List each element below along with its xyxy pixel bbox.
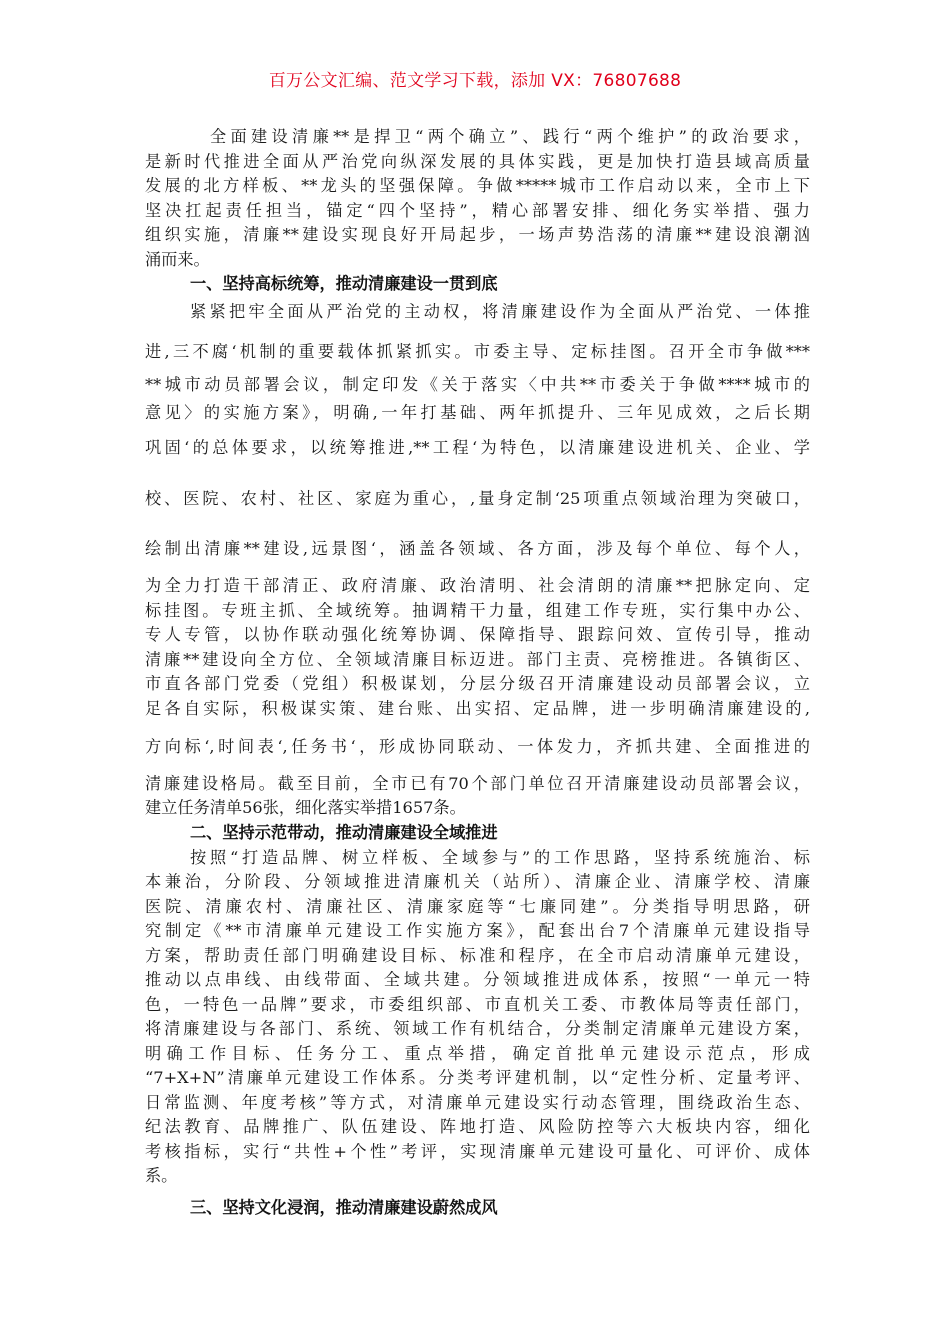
- paragraph-line: 明确工作目标、任务分工、重点举措，确定首批单元建设示范点，形成: [145, 1044, 810, 1063]
- paragraph-line: “7+X+N”清廉单元建设工作体系。分类考评建机制，以“定性分析、定量考评、: [145, 1068, 810, 1087]
- paragraph-line: 按照“打造品牌、树立样板、全域参与”的工作思路，坚持系统施治、标: [190, 848, 810, 867]
- intro-line: 是新时代推进全面从严治党向纵深发展的具体实践，更是加快打造县域高质量: [145, 152, 810, 171]
- paragraph-line: 足各自实际，积极谋实策、建台账、出实招、定品牌，进一步明确清廉建设的,: [145, 699, 810, 718]
- paragraph-line: 系。: [145, 1166, 178, 1185]
- intro-line: 发展的北方样板、**龙头的坚强保障。争做*****城市工作启动以来，全市上下: [145, 176, 810, 195]
- paragraph-line: 推动以点串线、由线带面、全域共建。分领域推进成体系，按照“一单元一特: [145, 970, 810, 989]
- intro-line: 组织实施，清廉**建设实现良好开局起步，一场声势浩荡的清廉**建设浪潮汹: [145, 225, 810, 244]
- paragraph-line: 本兼治，分阶段、分领域推进清廉机关（站所）、清廉企业、清廉学校、清廉: [145, 872, 810, 891]
- paragraph-line: 市直各部门党委（党组）积极谋划，分层分级召开清廉建设动员部署会议，立: [145, 674, 810, 693]
- paragraph-line: **城市动员部署会议，制定印发《关于落实〈中共**市委关于争做****城市的: [145, 375, 810, 394]
- paragraph-line: 色，一特色一品牌”要求，市委组织部、市直机关工委、市教体局等责任部门，: [145, 995, 810, 1014]
- paragraph-line: 方案，帮助责任部门明确建设目标、标准和程序，在全市启动清廉单元建设，: [145, 946, 810, 965]
- paragraph-line: 意见〉的实施方案》，明确,一年打基础、两年抓提升、三年见成效，之后长期: [145, 403, 810, 422]
- paragraph-line: 日常监测、年度考核”等方式，对清廉单元建设实行动态管理，围绕政治生态、: [145, 1093, 810, 1112]
- paragraph-line: 纪法教育、品牌推广、队伍建设、阵地打造、风险防控等六大板块内容，细化: [145, 1117, 810, 1136]
- paragraph-line: 考核指标，实行“共性+个性”考评，实现清廉单元建设可量化、可评价、成体: [145, 1142, 810, 1161]
- paragraph-line: 方向标‘,时间表‘,任务书‘，形成协同联动、一体发力，齐抓共建、全面推进的: [145, 737, 810, 756]
- intro-line: 坚决扛起责任担当，锚定“四个坚持”，精心部署安排、细化务实举措、强力: [145, 201, 810, 220]
- section-heading-1: 一、坚持高标统筹，推动清廉建设一贯到底: [190, 274, 498, 293]
- paragraph-line: 建立任务清单56张，细化落实举措1657条。: [145, 798, 466, 817]
- paragraph-line: 紧紧把牢全面从严治党的主动权，将清廉建设作为全面从严治党、一体推: [190, 302, 810, 321]
- paragraph-line: 医院、清廉农村、清廉社区、清廉家庭等“七廉同建”。分类指导明思路，研: [145, 897, 810, 916]
- paragraph-line: 清廉建设格局。截至目前，全市已有70个部门单位召开清廉建设动员部署会议，: [145, 774, 810, 793]
- paragraph-line: 巩固‘的总体要求，以统筹推进,**工程‘为特色，以清廉建设进机关、企业、学: [145, 438, 810, 457]
- section-heading-2: 二、坚持示范带动，推动清廉建设全域推进: [190, 823, 498, 842]
- paragraph-line: 究制定《**市清廉单元建设工作实施方案》，配套出台7个清廉单元建设指导: [145, 921, 810, 940]
- section-heading-3: 三、坚持文化浸润，推动清廉建设蔚然成风: [190, 1198, 498, 1217]
- paragraph-line: 将清廉建设与各部门、系统、领域工作有机结合，分类制定清廉单元建设方案，: [145, 1019, 810, 1038]
- paragraph-line: 标挂图。专班主抓、全域统筹。抽调精干力量，组建工作专班，实行集中办公、: [145, 601, 810, 620]
- paragraph-line: 清廉**建设向全方位、全领域清廉目标迈进。部门主责、亮榜推进。各镇街区、: [145, 650, 810, 669]
- intro-line: 涌而来。: [145, 250, 210, 269]
- intro-line: 全面建设清廉**是捍卫“两个确立”、践行“两个维护”的政治要求，: [210, 127, 810, 146]
- paragraph-line: 为全力打造干部清正、政府清廉、政治清明、社会清朗的清廉**把脉定向、定: [145, 576, 810, 595]
- header-banner: 百万公文汇编、范文学习下载，添加 VX：76807688: [268, 71, 682, 91]
- paragraph-line: 进,三不腐‘机制的重要载体抓紧抓实。市委主导、定标挂图。召开全市争做***: [145, 342, 810, 361]
- paragraph-line: 专人专管，以协作联动强化统筹协调、保障指导、跟踪问效、宣传引导，推动: [145, 625, 810, 644]
- paragraph-line: 校、医院、农村、社区、家庭为重心，,量身定制‘25项重点领域治理为突破口，: [145, 489, 810, 508]
- paragraph-line: 绘制出清廉**建设,远景图‘，涵盖各领域、各方面，涉及每个单位、每个人，: [145, 539, 810, 558]
